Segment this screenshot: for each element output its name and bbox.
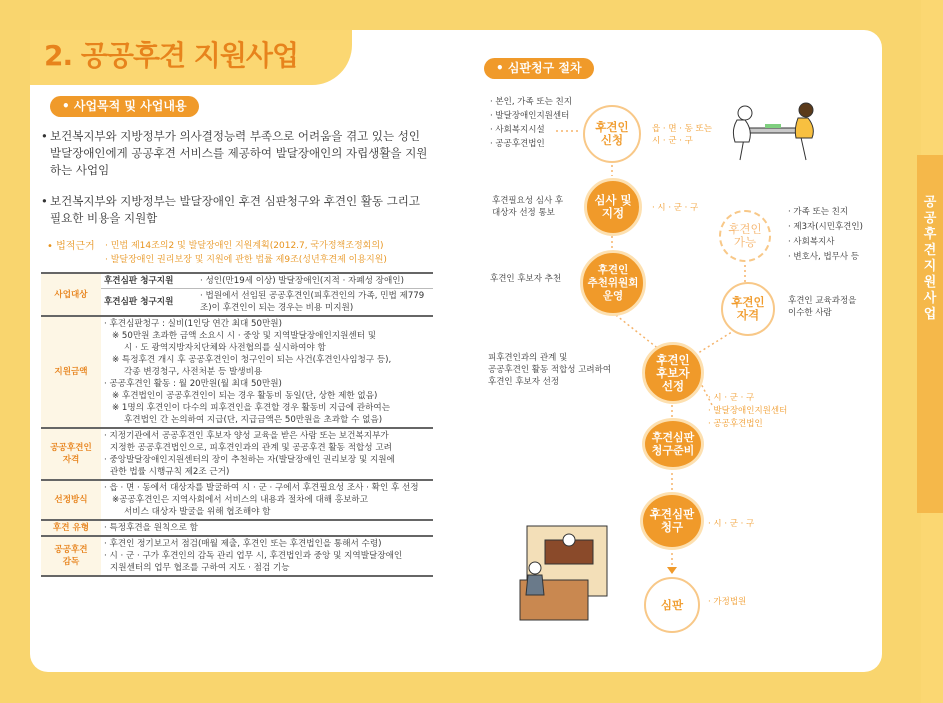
applicant-item: · 공공후견법인 [490,139,545,149]
step-committee: 후견인 추천위원회 운영 [580,250,646,316]
step-petition-note: · 시 · 군 · 구 [708,519,755,529]
possible-item: · 변호사, 법무사 등 [788,252,859,262]
select-left-note: 피후견인과의 관계 및 공공후견인 활동 적합성 고려하여 후견인 후보자 선정 [488,353,612,387]
step-petition: 후견심판 청구 [640,492,704,550]
qualification-line: · 지정기관에서 공공후견인 후보자 양성 교육을 받은 사람 또는 보건복지부가 [104,431,389,441]
selection-line: · 읍 · 면 · 동에서 대상자를 발굴하여 시 · 군 · 구에서 후견필요성 조사 · 확인 후 선정 [104,483,419,493]
selection-line: 서비스 대상자 발굴을 위해 협조해야 함 [124,507,271,517]
qualification-line: 지정한 공공후견법인으로, 피후견인과의 관계 및 공공후견 활동 적합성 고려 [110,443,392,453]
amount-line: 각종 변경청구, 사전처분 등 발생비용 [124,367,263,377]
amount-line: 후견법인 간 논의하여 지급(단, 지급금액은 50만원을 초과할 수 없음) [124,415,383,425]
applicant-item: · 발달장애인지원센터 [490,111,570,121]
step-judgment-note: · 가정법원 [708,597,747,607]
step-review-note: · 시 · 군 · 구 [652,203,699,213]
court-illustration [520,526,607,620]
chapter-tab-label: 공공후견지원사업 [923,195,937,322]
law-item-2: · 발달장애인 권리보장 및 지원에 관한 법률 제9조(성년후견제 이용지원) [105,255,387,265]
possible-guardian: 후견인 가능 [719,210,771,262]
purpose-bullet-1: • 보건복지부와 지방정부가 의사결정능력 부족으로 어려움을 겪고 있는 성인 발달장애인에게 공공후견 서비스를 제공하여 발달장애인의 자립생활을 지원하는 사업임 [50,128,433,179]
category-selection: 선정방식 [41,480,101,520]
step-select: 후견인 후보자 선정 [642,342,704,404]
step-apply: 후견인 신청 [583,105,641,163]
qualification-line: · 중앙발달장애인지원센터의 장이 추천하는 자(발달장애인 권리보장 및 지원에 [104,455,395,465]
supervision-line: 지원센터의 업무 협조를 구하여 지도 · 점검 기능 [110,563,290,573]
amount-line: ※ 특정후견 개시 후 공공후견인이 청구인이 되는 사건(후견인사임청구 등), [112,355,392,365]
step-apply-note: 읍 · 면 · 동 또는 시 · 군 · 구 [652,124,712,146]
qualification-line: 관한 법률 시행규칙 제2조 근거) [110,467,230,477]
category-supervision: 공공후견 감독 [41,536,101,576]
section-label-procedure: • 심판청구 절차 [484,58,594,79]
recommend-left-note: 후견인 후보자 추천 [490,274,562,284]
category-amount: 지원금액 [41,316,101,428]
applicant-item: · 사회복지시설 [490,125,545,135]
law-label: • 법적근거 [47,241,95,252]
type-text: · 특정후견을 원칙으로 함 [101,520,433,536]
amount-line: 시 · 도 광역지방자치단체와 사전협의를 실시하여야 함 [124,343,326,353]
qualified-guardian: 후견인 자격 [721,282,775,336]
target-sub-2: 후견심판 청구지원 [101,289,197,317]
amount-line: · 공공후견인 활동 : 월 20만원(월 최대 50만원) [104,379,282,389]
step-prepare: 후견심판 청구준비 [642,418,704,470]
step-review: 심사 및 지정 [584,178,642,236]
category-target: 사업대상 [41,273,101,316]
category-type: 후견 유형 [41,520,101,536]
possible-item: · 제3자(시민후견인) [788,222,863,232]
possible-item: · 사회복지사 [788,237,835,247]
amount-line: · 후견심판청구 : 실비(1인당 연간 최대 50만원) [104,319,282,329]
applicant-item: · 본인, 가족 또는 친지 [490,97,572,107]
select-org: · 공공후견법인 [708,419,763,429]
amount-line: ※ 50만원 초과한 금액 소요시 시 · 중앙 및 지역발달장애인지원센터 및 [112,331,377,341]
amount-line: ※ 후견법인이 공공후견인이 되는 경우 활동비 동일(단, 상한 제한 없음) [112,391,378,401]
select-org: · 발달장애인지원센터 [708,406,788,416]
purpose-bullet-2: • 보건복지부와 지방정부는 발달장애인 후견 심판청구와 후견인 활동 그리고 필요한 비용을 지원함 [50,193,433,227]
supervision-line: · 시 · 군 · 구가 후견인의 감독 관리 업무 시, 후견법인과 중앙 및 지역발달장애인 [104,551,403,561]
review-left-note: 후견필요성 심사 후 대상자 선정 통보 [492,196,564,218]
selection-line: ※공공후견인은 지역사회에서 서비스의 내용과 절차에 대해 홍보하고 [112,495,369,505]
possible-item: · 가족 또는 친지 [788,207,849,217]
supervision-line: · 후견인 정기보고서 점검(매월 제출, 후견인 또는 후견법인을 통해서 수령) [104,539,382,549]
amount-line: ※ 1명의 후견인이 다수의 피후견인을 후견할 경우 활동비 지급에 관하여는 [112,403,391,413]
target-text-2: · 법원에서 선임된 공공후견인(피후견인의 가족, 민법 제779조)이 후견인이 되는 경우는 비용 미지원) [197,289,433,317]
target-sub-1: 후견심판 청구지원 [101,273,197,289]
step-judgment: 심판 [644,577,700,633]
meeting-illustration [733,103,813,160]
target-text-1: · 성인(만19세 이상) 발달장애인(지적 · 자폐성 장애인) [197,273,433,289]
select-org: · 시 · 군 · 구 [708,393,755,403]
qualified-note: 후견인 교육과정을 이수한 사람 [788,296,857,318]
section-label-purpose: • 사업목적 및 사업내용 [50,96,199,117]
category-qualification: 공공후견인 자격 [41,428,101,480]
law-item-1: · 민법 제14조의2 및 발달장애인 지원계획(2012.7, 국가정책조정회의) [105,241,384,251]
page-title: 2. 공공후견 지원사업 [44,39,299,72]
